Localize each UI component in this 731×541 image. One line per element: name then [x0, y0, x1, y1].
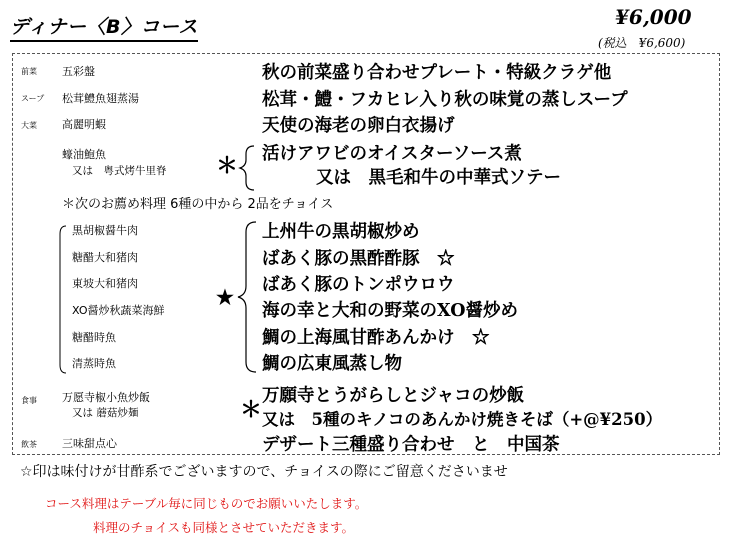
- choice-a-brace: [240, 146, 254, 190]
- choice-policy-note: 料理のチョイスも同様とさせていただきます。: [93, 520, 355, 535]
- category-label: 食事: [21, 396, 37, 405]
- choice-b-brace: [238, 222, 256, 372]
- chinese-dish-name: 糖醋時魚: [72, 331, 116, 344]
- category-label: 前菜: [21, 67, 37, 76]
- category-label: 飲茶: [21, 440, 37, 449]
- sweet-sour-note: ☆印は味付けが甘酢系でございますので、チョイスの際にご留意くださいませ: [20, 464, 508, 480]
- chinese-dish-name-alt: 又は 蘑菇炒麺: [72, 407, 139, 419]
- japanese-dish-name: 鯛の上海風甘酢あんかけ ☆: [262, 328, 490, 348]
- chinese-dish-name: 三味甜点心: [62, 437, 117, 450]
- japanese-dish-name: 天使の海老の卵白衣揚げ: [262, 116, 455, 136]
- course-title: ディナー〈B〉コース: [10, 12, 198, 42]
- chinese-dish-name: 清蒸時魚: [72, 357, 116, 370]
- chinese-dish-name: 糖醋大和猪肉: [72, 251, 138, 264]
- chinese-dish-name: 東坡大和猪肉: [72, 277, 138, 290]
- category-label: スープ: [21, 94, 45, 103]
- choice-asterisk-mark: ＊: [216, 153, 239, 179]
- japanese-dish-name: 上州牛の黒胡椒炒め: [262, 222, 420, 242]
- japanese-dish-name-alt: 又は 5種のキノコのあんかけ焼きそば（+@¥250）: [262, 410, 663, 429]
- japanese-dish-name: 万願寺とうがらしとジャコの炒飯: [262, 386, 525, 406]
- japanese-dish-name: 鯛の広東風蒸し物: [262, 354, 402, 374]
- course-price-with-tax: (税込 ¥6,600): [598, 36, 686, 50]
- japanese-dish-name: ばあく豚の黒酢酢豚 ☆: [262, 249, 455, 269]
- course-price: ¥6,000: [615, 5, 692, 29]
- choice-list-bracket: [60, 226, 66, 373]
- category-label: 大菜: [21, 121, 37, 130]
- japanese-dish-name: ばあく豚のトンポウロウ: [262, 275, 455, 295]
- japanese-dish-name: デザート三種盛り合わせ と 中国茶: [262, 435, 560, 455]
- chinese-dish-name: 高麗明蝦: [62, 118, 106, 131]
- japanese-dish-name: 活けアワビのオイスターソース煮: [262, 144, 522, 164]
- chinese-dish-name: 松茸鱧魚翅蒸湯: [62, 92, 139, 105]
- choice-star-mark: ★: [216, 285, 234, 309]
- choice-instruction: ＊次のお薦め料理 6種の中から 2品をチョイス: [62, 197, 334, 212]
- chinese-dish-name: 五彩盤: [62, 65, 95, 78]
- chinese-dish-name: 蠔油鮑魚: [62, 148, 106, 161]
- chinese-dish-name: XO醤炒秋蔬菜海鮮: [72, 304, 165, 317]
- chinese-dish-name-alt: 又は 粤式烤牛里脊: [72, 165, 167, 177]
- japanese-dish-name: 松茸・鱧・フカヒレ入り秋の味覚の蒸しスープ: [262, 90, 628, 110]
- japanese-dish-name: 秋の前菜盛り合わせプレート・特級クラゲ他: [262, 63, 612, 83]
- chinese-dish-name: 黒胡椒醤牛肉: [72, 224, 138, 237]
- japanese-dish-name: 海の幸と大和の野菜のXO醤炒め: [262, 301, 519, 321]
- meal-asterisk-mark: ＊: [240, 397, 263, 423]
- chinese-dish-name: 万愿寺椒小魚炒飯: [62, 391, 150, 404]
- japanese-dish-name-alt: 又は 黒毛和牛の中華式ソテー: [316, 168, 561, 188]
- course-policy-note: コース料理はテーブル毎に同じものでお願いいたします。: [45, 496, 368, 511]
